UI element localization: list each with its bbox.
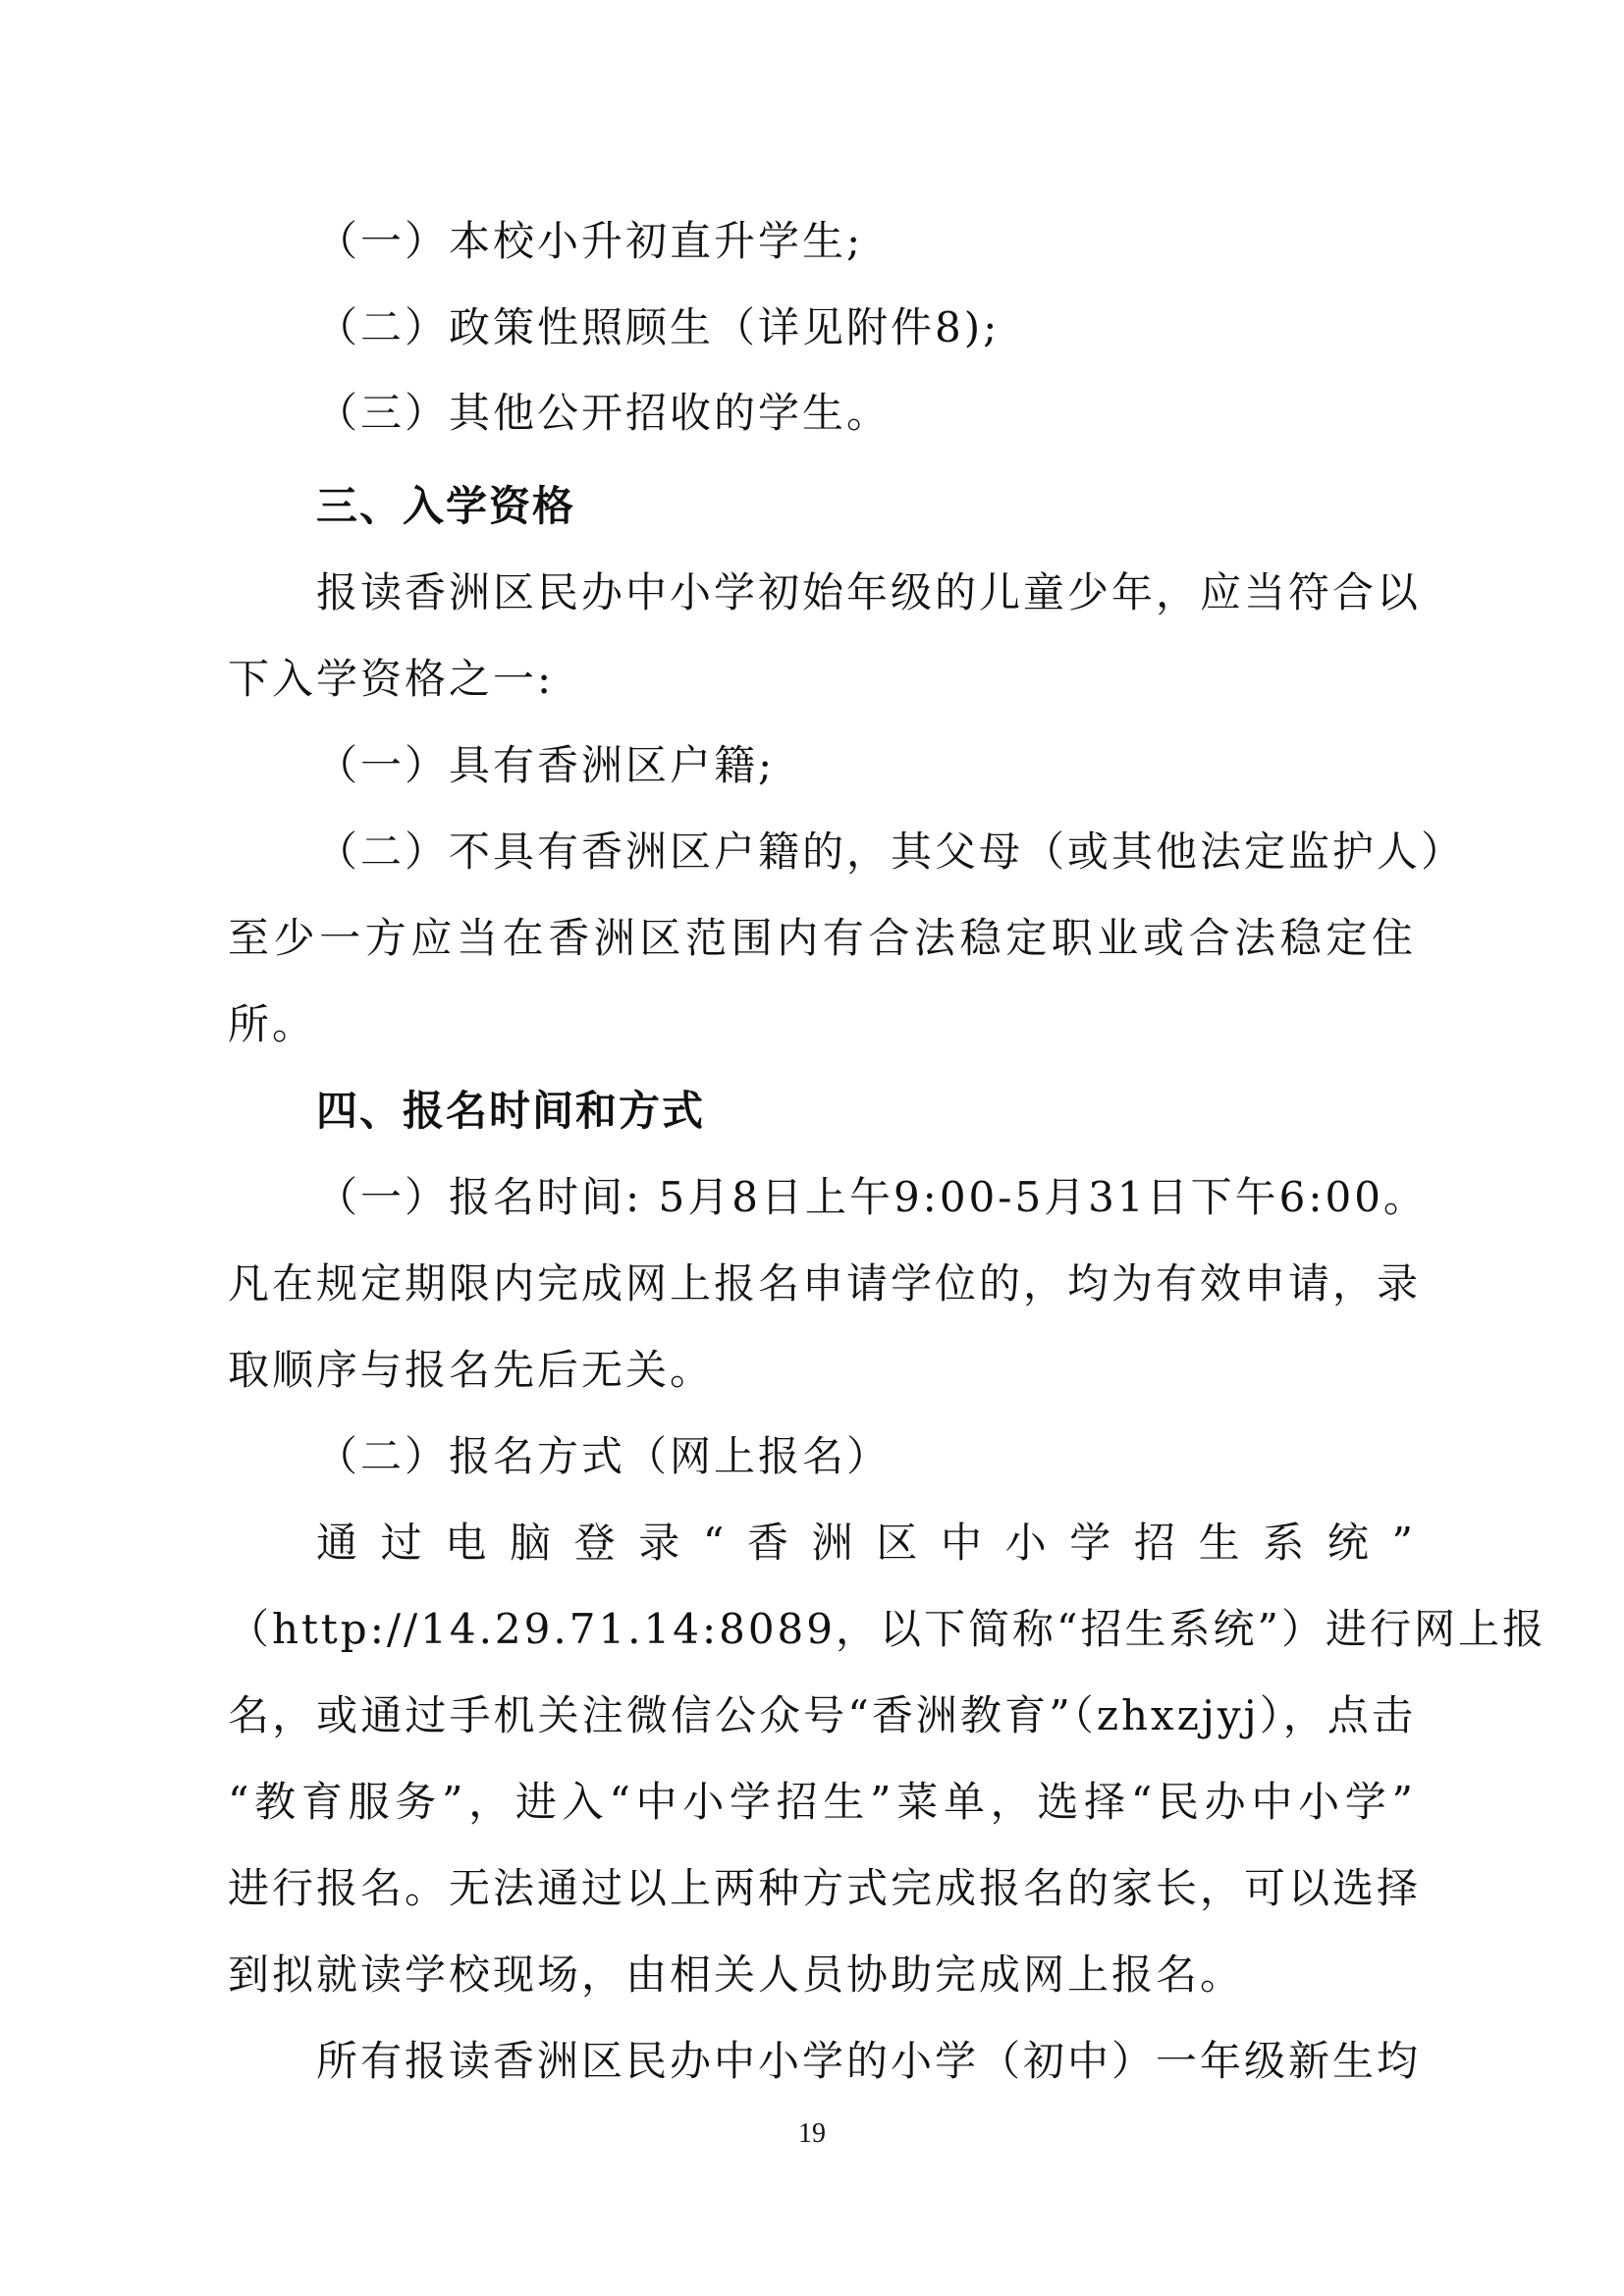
- paragraph-line: 下入学资格之一:: [228, 655, 555, 703]
- paragraph-line: “教育服务”，进入“中小学招生”菜单，选择“民办中小学”: [228, 1778, 1416, 1826]
- paragraph-line-url: （http://14.29.71.14:8089，以下简称“招生系统”）进行网上报: [228, 1605, 1546, 1653]
- page-number: 19: [798, 2118, 826, 2149]
- paragraph-line: 名，或通过手机关注微信公众号“香洲教育”（zhxzjyj），点击: [228, 1691, 1416, 1739]
- paragraph-line: 至少一方应当在香洲区范围内有合法稳定职业或合法稳定住: [228, 914, 1416, 962]
- paragraph-line: 所。: [228, 1000, 317, 1048]
- paragraph-line: 凡在规定期限内完成网上报名申请学位的，均为有效申请，录: [228, 1259, 1422, 1308]
- section-heading-eligibility: 三、入学资格: [316, 482, 576, 530]
- section-heading-registration: 四、报名时间和方式: [316, 1087, 706, 1135]
- paragraph-line: 取顺序与报名先后无关。: [228, 1346, 715, 1394]
- list-item-local-hukou: （一）具有香洲区户籍;: [316, 741, 776, 789]
- paragraph-line: 通过电脑登录“香洲区中小学招生系统”: [316, 1519, 1416, 1567]
- paragraph-line: 所有报读香洲区民办中小学的小学（初中）一年级新生均: [316, 2037, 1422, 2085]
- list-item-public-admission: （三）其他公开招收的学生。: [316, 389, 892, 437]
- paragraph-line: 到拟就读学校现场，由相关人员协助完成网上报名。: [228, 1950, 1245, 1999]
- list-item-direct-promotion: （一）本校小升初直升学生;: [316, 217, 864, 265]
- paragraph-line: （一）报名时间: 5月8日上午9:00-5月31日下午6:00。: [316, 1173, 1428, 1221]
- list-item-policy-students: （二）政策性照顾生（详见附件8);: [316, 303, 1001, 351]
- subheading-registration-method: （二）报名方式（网上报名）: [316, 1432, 892, 1480]
- paragraph-line: 报读香洲区民办中小学初始年级的儿童少年，应当符合以: [316, 568, 1422, 616]
- paragraph-line: （二）不具有香洲区户籍的，其父母（或其他法定监护人）: [316, 828, 1466, 876]
- paragraph-line: 进行报名。无法通过以上两种方式完成报名的家长，可以选择: [228, 1864, 1422, 1912]
